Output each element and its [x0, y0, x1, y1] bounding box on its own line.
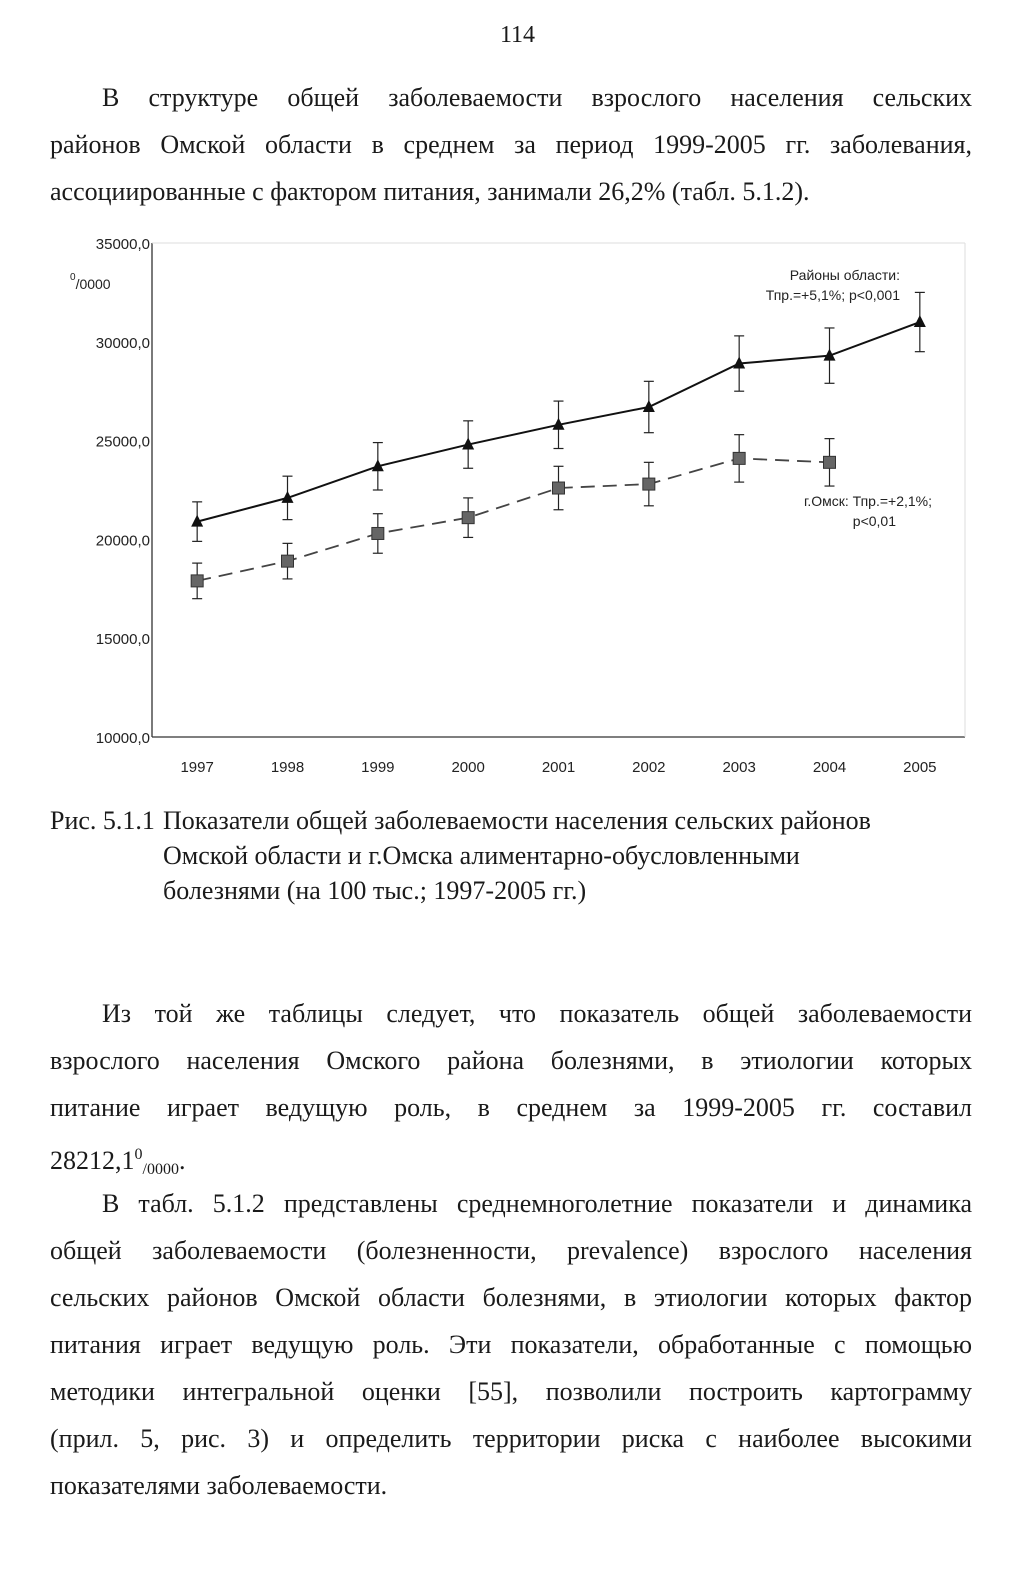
data-point-square [733, 452, 745, 464]
paragraph-line: Из той же таблицы следует, что показатель общей заболеваемости [102, 999, 972, 1028]
caption-line: Омской области и г.Омска алиментарно-обусловленными [163, 841, 800, 870]
paragraph-line: сельских районов Омской области болезнями, в этиологии которых фактор [50, 1283, 972, 1312]
paragraph-line: взрослого населения Омского района болезнями, в этиологии которых [50, 1046, 972, 1075]
value-sup: 0 [134, 1146, 143, 1163]
paragraph-line: питания играет ведущую роль. Эти показатели, обработанные с помощью [50, 1330, 972, 1359]
paragraph-line: районов Омской области в среднем за период 1999-2005 гг. заболевания, [50, 130, 972, 159]
y-tick-label: 30000,0 [95, 334, 150, 352]
series-annotation: г.Омск: Тпр.=+2,1%; [803, 493, 932, 509]
caption-line [50, 803, 950, 838]
page-number: 114 [499, 22, 536, 48]
paragraph-line: ассоциированные с фактором питания, занимали 26,2% (табл. 5.1.2). [50, 177, 810, 206]
x-tick-label: 2005 [903, 759, 937, 776]
y-tick-label: 25000,0 [95, 433, 150, 451]
y-unit-label: $^0$/0000 [70, 272, 111, 292]
value-tail: . [178, 1146, 186, 1175]
x-tick-label: 1997 [180, 759, 214, 776]
paragraph-line: (прил. 5, рис. 3) и определить территории риска с наиболее высокими [50, 1424, 972, 1453]
x-tick-label: 2004 [812, 759, 847, 776]
value-main: 28212,1 [50, 1146, 135, 1175]
x-tick-label: 1999 [361, 759, 395, 776]
value-sub: /0000 [142, 1161, 179, 1178]
series-annotation: Районы области: [789, 267, 900, 283]
data-point-square [372, 527, 384, 539]
x-tick-label: 2003 [722, 759, 756, 776]
caption-label: Рис. 5.1.1 [50, 806, 155, 835]
data-point-square [553, 482, 565, 494]
y-tick-label: 10000,0 [95, 730, 150, 747]
paragraph-1 [50, 74, 972, 215]
x-tick-label: 2002 [632, 759, 666, 776]
paragraph-2 [50, 990, 972, 1193]
y-tick-label: 35000,0 [95, 236, 150, 253]
paragraph-3 [50, 1180, 972, 1509]
paragraph-line: общей заболеваемости (болезненности, prevalence) взрослого населения [50, 1236, 972, 1265]
caption-text: Показатели общей заболеваемости населения сельских районов [163, 806, 871, 835]
data-point-square [824, 456, 836, 468]
paragraph-line: В структуре общей заболеваемости взрослого населения сельских [102, 83, 972, 112]
paragraph-line: питание играет ведущую роль, в среднем за 1999-2005 гг. составил [50, 1093, 972, 1122]
y-tick-label: 20000,0 [95, 532, 150, 550]
data-point-square [282, 555, 294, 567]
paragraph-line: методики интегральной оценки [55], позволили построить картограмму [50, 1377, 972, 1406]
data-point-square [191, 575, 203, 587]
data-point-triangle [914, 315, 926, 327]
x-tick-label: 1998 [270, 759, 305, 776]
figure-caption [50, 803, 950, 908]
x-tick-label: 2001 [541, 759, 576, 776]
paragraph-line: В табл. 5.1.2 представлены среднемноголетние показатели и динамика [102, 1189, 972, 1218]
morbidity-chart [40, 225, 980, 805]
x-tick-label: 2000 [451, 759, 485, 776]
y-tick-label: 15000,0 [95, 631, 150, 649]
series-annotation: p<0,01 [852, 513, 896, 529]
caption-line: болезнями (на 100 тыс.; 1997-2005 гг.) [163, 876, 587, 905]
data-point-square [462, 512, 474, 524]
series-annotation: Тпр.=+5,1%; p<0,001 [765, 287, 900, 303]
data-point-square [643, 478, 655, 490]
chart-svg [40, 225, 980, 805]
paragraph-line: показателями заболеваемости. [50, 1471, 388, 1500]
